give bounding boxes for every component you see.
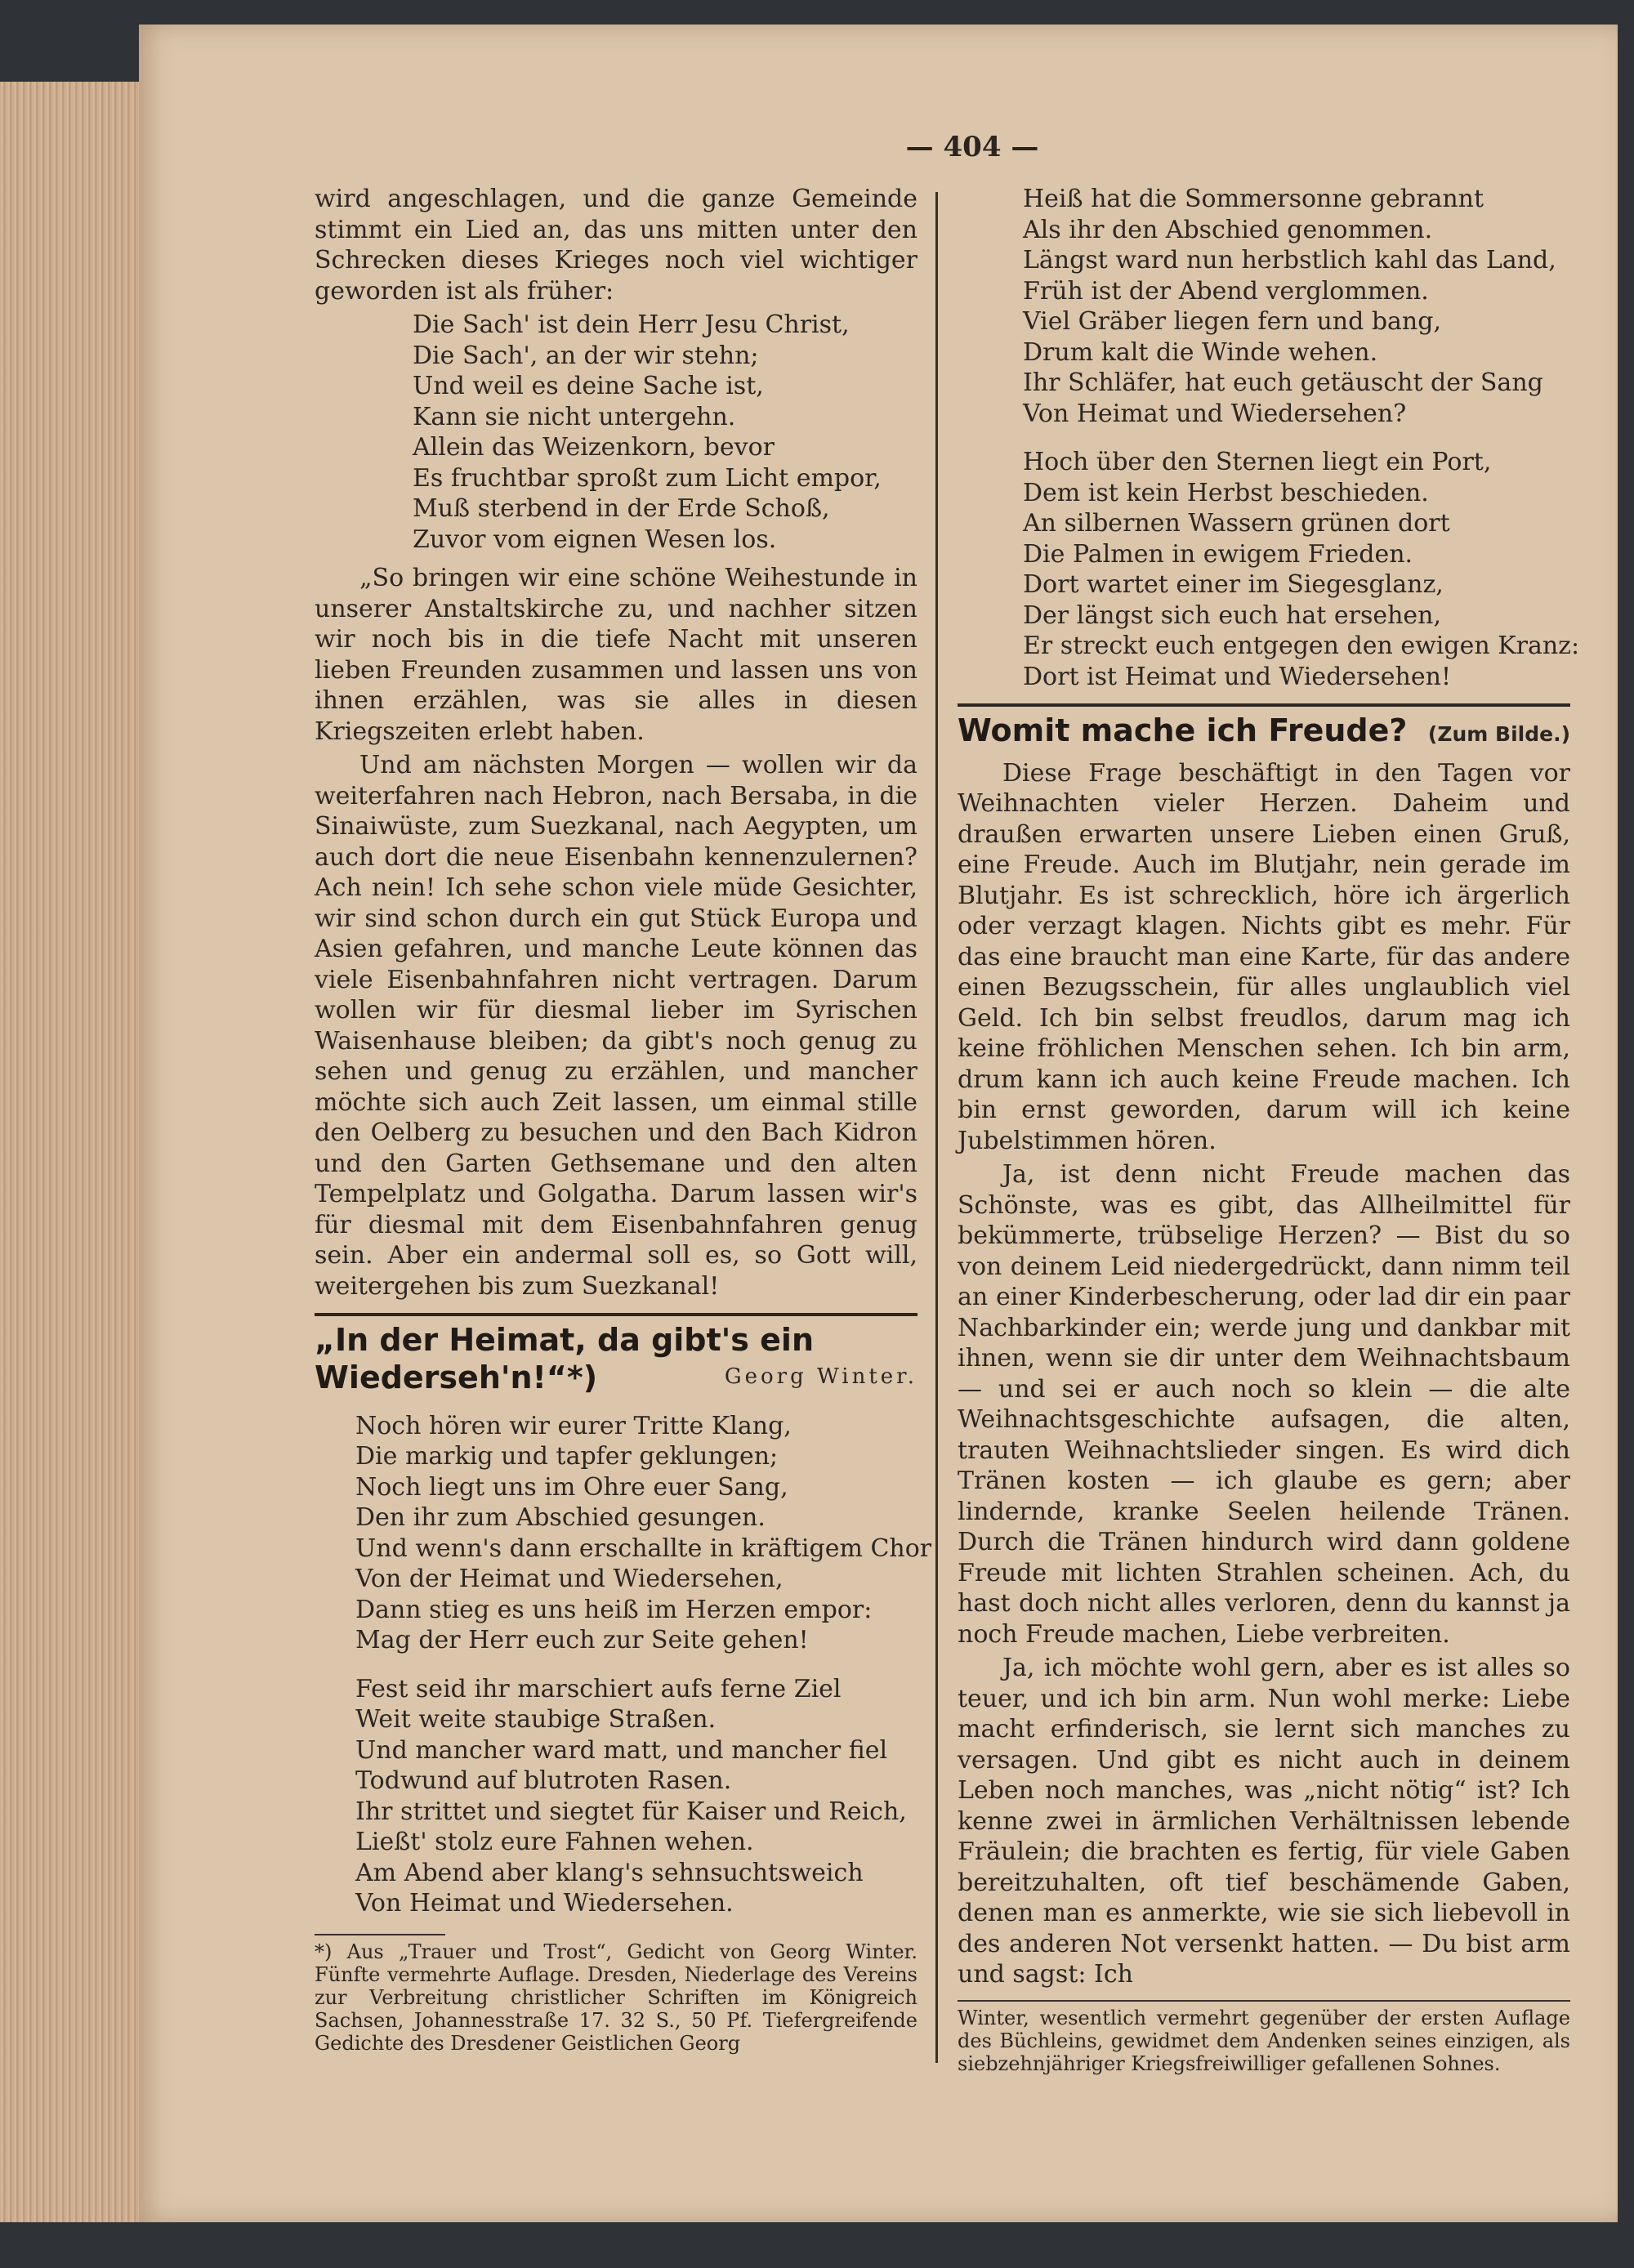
- hymn-line: Und weil es deine Sache ist,: [413, 372, 764, 400]
- poem-line: Der längst sich euch hat ersehen,: [1023, 600, 1442, 630]
- hymn: [315, 310, 917, 555]
- paragraph: Diese Frage beschäftigt in den Tagen vor Weihnachten vieler Herzen. Daheim und draußen erwarten unsere Lieben einen Gruß, eine Freude. Auch im Blutjahr, nein gerade im Blutjahr. Es ist schrecklich, höre ich ärgerlich oder verzagt klagen. Nichts gibt es mehr. Für das eine braucht man eine Karte, für das andere einen Bezugsschein, für alles unglaublich viel Geld. Ich bin selbst freudlos, darum mag ich keine fröhlichen Menschen sehen. Ich bin arm, drum kann ich auch keine Freude machen. Ich bin ernst geworden, darum will ich keine Jubelstimmen hören.: [958, 758, 1570, 1155]
- left-column: [315, 184, 932, 2055]
- heading-rule: [315, 1313, 917, 1316]
- poem-line: Von Heimat und Wiedersehen.: [355, 1889, 734, 1918]
- poem-author: Georg Winter.: [724, 1364, 917, 1389]
- poem-line: Als ihr den Abschied genommen.: [1023, 215, 1433, 244]
- poem-line: Dort wartet einer im Siegesglanz,: [1023, 570, 1444, 599]
- poem-line: Am Abend aber klang's sehnsuchtsweich: [355, 1858, 864, 1887]
- intro-paragraph: wird angeschlagen, und die ganze Gemeinde stimmt ein Lied an, das uns mitten unter den Schrecken dieses Krieges noch viel wichtiger geworden ist als früher:: [315, 185, 917, 306]
- paragraph: Ja, ist denn nicht Freude machen das Schönste, was es gibt, das Allheilmittel für bekümmerte, trübselige Herzen? — Bist du so von deinem Leid niedergedrückt, dann nimm teil an einer Kinderbescherung, oder lad dir ein paar Nachbarkinder ein; werde jung und dankbar mit ihnen, wenn sie dir unter dem Weihnachtsbaum — und sei er auch noch so klein — die alte Weihnachtsgeschichte aufsagen, die alten, trauten Weihnachtslieder singen. Es wird dich Tränen kosten — ich glaube es gern; aber lindernde, kranke Seelen heilende Tränen. Durch die Tränen hindurch wird dann goldene Freude mit lichten Strahlen scheinen. Ach, du hast doch nicht alles verloren, denn du kannst ja noch Freude machen, Liebe verbreiten.: [958, 1160, 1570, 1649]
- poem-line: Von Heimat und Wiedersehen?: [1023, 399, 1407, 428]
- poem-line: Er streckt euch entgegen den ewigen Kranz:: [1023, 632, 1580, 660]
- hymn-line: Muß sterbend in der Erde Schoß,: [413, 494, 830, 523]
- poem-line: Hoch über den Sternen liegt ein Port,: [1023, 448, 1492, 476]
- hymn-line: Allein das Weizenkorn, bevor: [413, 433, 775, 462]
- hymn-line: Zuvor vom eignen Wesen los.: [413, 525, 777, 554]
- right-column: [958, 184, 1580, 2075]
- poem-line: Und wenn's dann erschallte in kräftigem Chor: [355, 1534, 932, 1563]
- poem-line: Dann stieg es uns heiß im Herzen empor:: [355, 1595, 873, 1624]
- heading-rule: [958, 703, 1570, 707]
- poem-stanza: [958, 447, 1580, 692]
- poem-line: Noch hören wir eurer Tritte Klang,: [355, 1411, 792, 1440]
- page-number: — 404 —: [905, 131, 1039, 163]
- book-page-edges: [0, 82, 155, 2222]
- poem-line: Ihr Schläfer, hat euch getäuscht der Sang: [1023, 368, 1543, 397]
- poem-line: Die markig und tapfer geklungen;: [355, 1442, 779, 1471]
- paragraph: Und am nächsten Morgen — wollen wir da weiterfahren nach Hebron, nach Bersaba, in die Sinaiwüste, zum Suezkanal, nach Aegypten, um auch dort die neue Eisenbahn kennenzulernen? Ach nein! Ich sehe schon viele müde Gesichter, wir sind schon durch ein gut Stück Europa und Asien gefahren, und manche Leute können das viele Eisenbahnfahren nicht vertragen. Darum wollen wir für diesmal lieber im Syrischen Waisenhause bleiben; da gibt's noch genug zu sehen und genug zu erzählen, und mancher möchte sich auch Zeit lassen, um einmal stille den Oelberg zu besuchen und den Bach Kidron und den Garten Gethsemane und den alten Tempelplatz und Golgatha. Darum lassen wir's für diesmal mit dem Eisenbahnfahren genug sein. Aber ein andermal soll es, so Gott will, weitergehen bis zum Suezkanal!: [315, 751, 917, 1301]
- poem-title: „In der Heimat, da gibt's ein Wiederseh'n!“*): [315, 1322, 815, 1395]
- poem-stanza: [315, 1411, 932, 1656]
- poem-line: Viel Gräber liegen fern und bang,: [1023, 307, 1441, 336]
- article-tag: (Zum Bilde.): [1427, 722, 1570, 746]
- poem-line: Mag der Herr euch zur Seite gehen!: [355, 1626, 809, 1654]
- paragraph: „So bringen wir eine schöne Weihestunde in unserer Anstaltskirche zu, und nachher sitzen wir noch bis in die tiefe Nacht mit unseren lieben Freunden zusammen und lassen uns von ihnen erzählen, was sie alles in diesen Kriegszeiten erlebt haben.: [315, 564, 917, 746]
- footnote-rule: [315, 1934, 445, 1935]
- poem-line: Noch liegt uns im Ohre euer Sang,: [355, 1472, 788, 1502]
- footnote: *) Aus „Trauer und Trost“, Gedicht von Georg Winter. Fünfte vermehrte Auflage. Dresden, Niederlage des Vereins zur Verbreitung christlicher Schriften im Königreich Sachsen, Johannesstraße 17. 32 S., 50 Pf. Tiefergreifende Gedichte des Dresdener Geistlichen Georg: [315, 1940, 917, 2055]
- column-divider: [935, 192, 938, 2063]
- poem-line: Längst ward nun herbstlich kahl das Land,: [1023, 246, 1556, 275]
- hymn-line: Die Sach' ist dein Herr Jesu Christ,: [413, 310, 850, 339]
- poem-line: An silbernen Wassern grünen dort: [1023, 509, 1450, 538]
- poem-line: Früh ist der Abend verglommen.: [1023, 276, 1429, 306]
- hymn-line: Es fruchtbar sproßt zum Licht empor,: [413, 463, 882, 493]
- hymn-line: Die Sach', an der wir stehn;: [413, 341, 759, 370]
- poem-line: Todwund auf blutroten Rasen.: [355, 1766, 732, 1795]
- poem-line: Drum kalt die Winde wehen.: [1023, 337, 1378, 367]
- poem-line: Ließt' stolz eure Fahnen wehen.: [355, 1828, 754, 1856]
- poem-line: Fest seid ihr marschiert aufs ferne Ziel: [355, 1674, 842, 1703]
- article-title: Womit mache ich Freude?: [958, 712, 1408, 748]
- article-heading: [958, 712, 1570, 750]
- poem-line: Die Palmen in ewigem Frieden.: [1023, 539, 1413, 569]
- footnote-continuation: Winter, wesentlich vermehrt gegenüber der ersten Auflage des Büchleins, gewidmet dem Andenken seines einzigen, als siebzehnjähriger Kriegsfreiwilliger gefallenen Sohnes.: [958, 2006, 1570, 2075]
- poem-line: Den ihr zum Abschied gesungen.: [355, 1503, 766, 1532]
- poem-line: Heiß hat die Sommersonne gebrannt: [1023, 185, 1484, 213]
- poem-stanza: [315, 1674, 917, 1919]
- poem-line: Weit weite staubige Straßen.: [355, 1705, 717, 1734]
- poem-line: Dort ist Heimat und Wiedersehen!: [1023, 662, 1452, 691]
- poem-line: Und mancher ward matt, und mancher fiel: [355, 1735, 888, 1765]
- poem-line: Von der Heimat und Wiedersehen,: [355, 1565, 784, 1593]
- poem-line: Dem ist kein Herbst beschieden.: [1023, 478, 1429, 507]
- paragraph: Ja, ich möchte wohl gern, aber es ist alles so teuer, und ich bin arm. Nun wohl merke: Liebe macht erfinderisch, sie lernt sich manches zu versagen. Und gibt es nicht auch in deinem Leben noch manches, was „nicht nötig“ ist? Ich kenne zwei in ärmlichen Verhältnissen lebende Fräulein; die brachten es fertig, für viele Gaben bereitzuhalten, oft tief beschämende Gaben, denen man es anmerkte, wie sie sich liebevoll in des anderen Not versenkt hatten. — Du bist arm und sagst: Ich: [958, 1654, 1570, 1989]
- footnote-rule: [958, 2000, 1570, 2002]
- poem-stanza: [958, 184, 1570, 429]
- poem-line: Ihr strittet und siegtet für Kaiser und Reich,: [355, 1797, 907, 1826]
- hymn-line: Kann sie nicht untergehn.: [413, 402, 736, 431]
